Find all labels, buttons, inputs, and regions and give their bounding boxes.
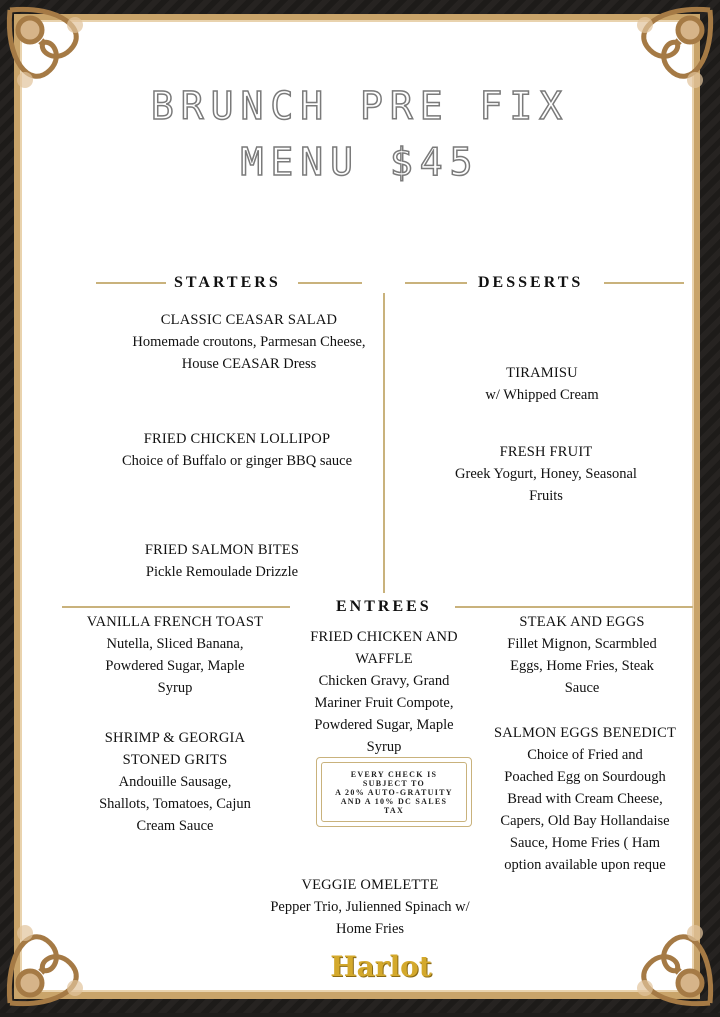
item-desc: Shallots, Tomatoes, Cajun <box>99 796 251 812</box>
item-desc: Syrup <box>157 680 193 696</box>
item-desc: Nutella, Sliced Banana, <box>106 636 244 652</box>
entrees-rule-right <box>455 606 693 608</box>
item-name: CLASSIC CEASAR SALAD <box>160 312 338 328</box>
item-name: FRESH FRUIT <box>499 444 593 460</box>
item-desc: Chicken Gravy, Grand <box>318 673 450 689</box>
note-line: EVERY CHECK IS <box>350 769 438 779</box>
gratuity-note-text <box>321 762 467 822</box>
item-desc: Eggs, Home Fries, Steak <box>510 658 654 674</box>
note-line: A 20% AUTO-GRATUITY <box>335 787 453 797</box>
note-line: SUBJECT TO <box>362 778 426 788</box>
item-desc: Bread with Cream Cheese, <box>507 791 663 807</box>
item-name: FRIED SALMON BITES <box>144 542 300 558</box>
starters-rule-right <box>298 282 362 284</box>
item-name: SALMON EGGS BENEDICT <box>493 725 677 741</box>
item-desc: Pickle Remoulade Drizzle <box>145 564 299 580</box>
harlot-logo: Harlot <box>330 950 432 983</box>
item-desc: Powdered Sugar, Maple <box>105 658 245 674</box>
dessert-item <box>418 441 674 507</box>
item-name: WAFFLE <box>355 651 413 667</box>
item-desc: Syrup <box>366 739 402 755</box>
item-desc: Pepper Trio, Julienned Spinach w/ <box>270 899 470 915</box>
item-name: FRIED CHICKEN AND <box>310 629 458 645</box>
dessert-item <box>418 362 666 406</box>
starters-rule-left <box>96 282 166 284</box>
desserts-rule-right <box>604 282 684 284</box>
item-name: VEGGIE OMELETTE <box>301 877 439 893</box>
starter-item <box>62 428 412 472</box>
item-desc: Capers, Old Bay Hollandaise <box>500 813 670 829</box>
item-name: SHRIMP & GEORGIA <box>104 730 246 746</box>
note-line: AND A 10% DC SALES <box>340 796 448 806</box>
item-desc: Choice of Buffalo or ginger BBQ sauce <box>121 453 353 469</box>
item-desc: Fruits <box>529 488 563 504</box>
corner-ornament-bottom-right <box>600 893 720 1013</box>
desserts-rule-left <box>405 282 467 284</box>
desserts-heading: DESSERTS <box>478 274 584 291</box>
item-desc: w/ Whipped Cream <box>485 387 599 403</box>
note-line: TAX <box>383 805 405 815</box>
item-desc: House CEASAR Dress <box>181 356 317 372</box>
item-name: TIRAMISU <box>506 365 578 381</box>
item-desc: Greek Yogurt, Honey, Seasonal <box>455 466 637 482</box>
menu-title-line2: MENU $45 <box>240 140 480 184</box>
gratuity-note <box>316 757 472 827</box>
item-desc: Andouille Sausage, <box>118 774 232 790</box>
entree-item <box>476 722 694 876</box>
item-desc: Sauce, Home Fries ( Ham <box>509 835 661 851</box>
item-desc: Fillet Mignon, Scarmbled <box>507 636 657 652</box>
item-desc: Mariner Fruit Compote, <box>314 695 454 711</box>
corner-ornament-bottom-left <box>0 893 120 1013</box>
menu-title-line1: BRUNCH PRE FIX <box>150 84 570 128</box>
entrees-rule-left <box>62 606 290 608</box>
item-name: STEAK AND EGGS <box>519 614 645 630</box>
starters-heading: STARTERS <box>174 274 281 291</box>
item-desc: option available upon reque <box>504 857 666 873</box>
entrees-heading: ENTREES <box>336 598 432 615</box>
item-desc: Powdered Sugar, Maple <box>314 717 454 733</box>
entree-item <box>60 727 290 837</box>
item-desc: Poached Egg on Sourdough <box>504 769 666 785</box>
item-desc: Home Fries <box>335 921 405 937</box>
entree-item <box>298 626 470 758</box>
item-desc: Homemade croutons, Parmesan Cheese, <box>132 334 366 350</box>
item-desc: Sauce <box>564 680 600 696</box>
starter-item <box>47 539 397 583</box>
starter-item <box>74 309 424 375</box>
item-desc: Cream Sauce <box>136 818 214 834</box>
entree-item <box>476 611 688 699</box>
item-name: FRIED CHICKEN LOLLIPOP <box>143 431 331 447</box>
item-desc: Choice of Fried and <box>527 747 643 763</box>
item-name: STONED GRITS <box>122 752 228 768</box>
item-name: VANILLA FRENCH TOAST <box>86 614 264 630</box>
entree-item <box>230 874 510 940</box>
entree-item <box>60 611 290 699</box>
